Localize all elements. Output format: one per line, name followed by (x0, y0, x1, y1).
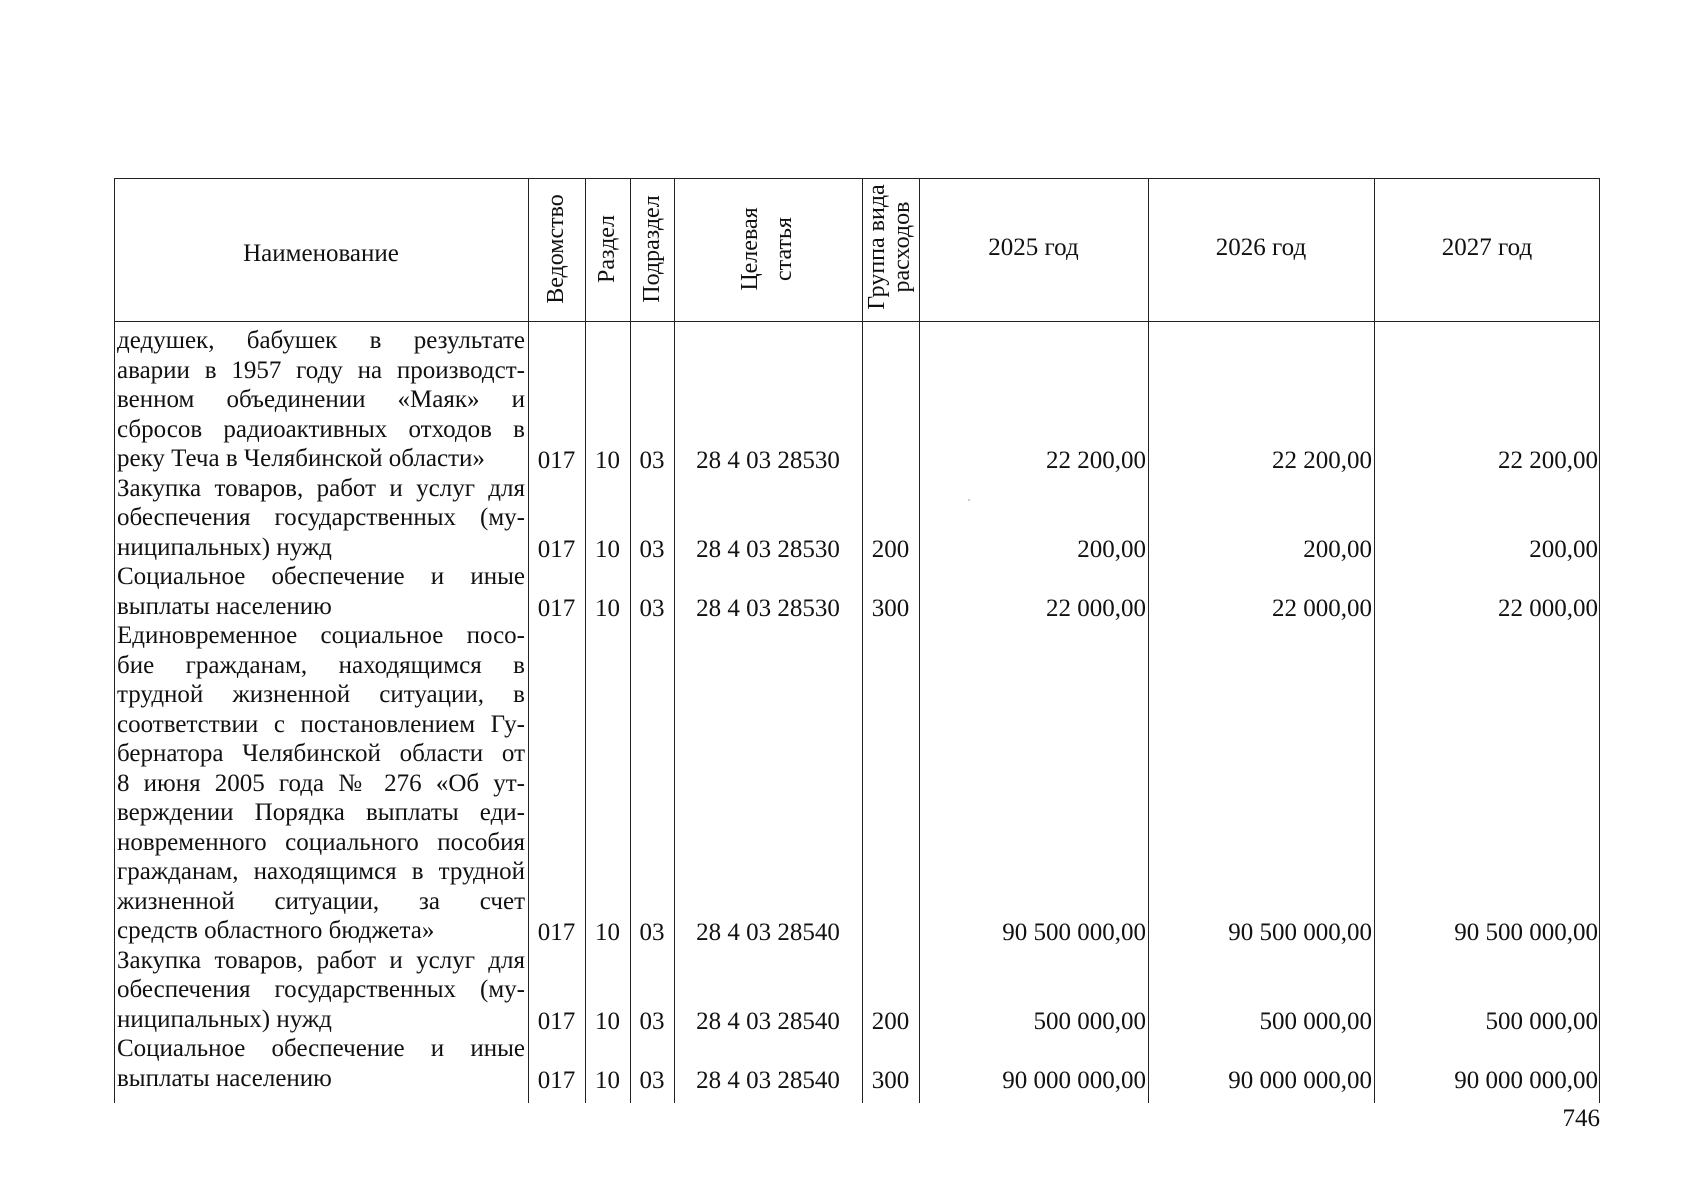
header-target (674, 178, 862, 321)
row-name-line: трудной жизненной ситуации, в (117, 681, 525, 708)
row-name-line: обеспечения государственных (му- (117, 504, 525, 531)
row-name-line: венном объединении «Маяк» и (117, 386, 525, 413)
header-bottom-border (114, 321, 1600, 322)
header-dept: Ведомство (543, 194, 569, 304)
budget-table (114, 178, 1600, 1103)
row-name-line: верждении Порядка выплаты еди- (117, 799, 525, 826)
cell-section: 10 (595, 919, 620, 946)
cell-subsection: 03 (639, 447, 665, 474)
row-name-line: бернатора Челябинской области от (117, 740, 525, 767)
row-name (117, 1034, 525, 1093)
cell-section: 10 (595, 535, 620, 563)
header-subsection: Подраздел (639, 195, 665, 303)
row-name-line: гражданам, находящимся в трудной (117, 858, 525, 885)
header-2027: 2027 год (1441, 234, 1533, 261)
row-name (117, 621, 525, 946)
cell-v2026: 22 000,00 (1272, 594, 1372, 622)
row-name (117, 946, 525, 1035)
cell-section: 10 (595, 447, 620, 474)
row-name-line: ниципальных) нужд (117, 1005, 332, 1033)
cell-target: 28 4 03 28540 (696, 919, 840, 946)
header-target-line1: Целевая (737, 207, 763, 291)
cell-group: 300 (871, 594, 910, 622)
cell-section: 10 (595, 1066, 620, 1094)
row-name-line: Закупка товаров, работ и услуг для (117, 946, 525, 974)
row-name-line: новременного социального пособия (117, 828, 525, 856)
header-2025: 2025 год (988, 234, 1079, 261)
cell-subsection: 03 (639, 919, 665, 946)
cell-v2025: 90 500 000,00 (1002, 919, 1146, 946)
cell-v2025: 22 000,00 (1046, 594, 1146, 622)
row-name-line: Единовременное социальное посо- (117, 622, 525, 649)
cell-v2026: 22 200,00 (1272, 447, 1372, 474)
cell-subsection: 03 (639, 594, 665, 622)
cell-v2026: 500 000,00 (1259, 1007, 1372, 1035)
row-name-line: Закупка товаров, работ и услуг для (117, 474, 525, 502)
row-name-line: обеспечения государственных (му- (117, 976, 525, 1003)
row-name-line: соответствии с постановлением Гу- (117, 710, 525, 738)
cell-v2025: 500 000,00 (1033, 1007, 1146, 1035)
row-name-line: дедушек, бабушек в результате (117, 327, 525, 354)
header-group-line1: Группа вида (864, 184, 890, 310)
cell-target: 28 4 03 28540 (696, 1007, 840, 1035)
cell-v2027: 90 000 000,00 (1454, 1066, 1598, 1094)
row-name-line: реку Теча в Челябинской области» (117, 445, 485, 472)
grid-line (1148, 178, 1149, 1103)
grid-line (1374, 178, 1375, 1103)
cell-v2025: 90 000 000,00 (1002, 1066, 1146, 1094)
cell-v2027: 22 200,00 (1498, 447, 1598, 474)
cell-v2026: 90 000 000,00 (1228, 1066, 1372, 1094)
row-name (117, 326, 525, 474)
cell-dept: 017 (537, 535, 576, 563)
cell-dept: 017 (537, 447, 576, 474)
row-name-line: сбросов радиоактивных отходов в (117, 415, 525, 443)
cell-v2026: 200,00 (1303, 535, 1372, 563)
cell-v2027: 200,00 (1529, 535, 1598, 563)
scan-speck (968, 499, 970, 501)
header-section: Раздел (594, 215, 620, 283)
grid-line (919, 178, 920, 1103)
grid-line (1599, 178, 1600, 1103)
row-name-line: ниципальных) нужд (117, 533, 332, 561)
header-group (862, 178, 919, 321)
cell-dept: 017 (537, 1066, 576, 1094)
cell-dept: 017 (537, 1007, 576, 1035)
grid-line (528, 178, 529, 1103)
cell-target: 28 4 03 28540 (696, 1066, 840, 1094)
cell-subsection: 03 (639, 1066, 665, 1094)
cell-v2025: 200,00 (1077, 535, 1146, 563)
cell-v2027: 22 000,00 (1498, 594, 1598, 622)
cell-section: 10 (595, 1007, 620, 1035)
row-name-line: бие гражданам, находящимся в (117, 651, 525, 679)
cell-dept: 017 (537, 594, 576, 622)
row-name-line: средств областного бюджета» (117, 917, 435, 944)
row-name-line: Социальное обеспечение и иные (117, 563, 525, 590)
grid-line (630, 178, 631, 1103)
header-name: Наименование (243, 240, 399, 267)
cell-v2025: 22 200,00 (1046, 447, 1146, 474)
cell-target: 28 4 03 28530 (696, 535, 840, 563)
cell-dept: 017 (537, 919, 576, 946)
cell-v2027: 500 000,00 (1485, 1007, 1598, 1035)
row-name-line: выплаты населению (117, 1064, 332, 1092)
row-name-line: аварии в 1957 году на производст- (117, 356, 525, 384)
row-name-line: выплаты населению (117, 592, 332, 620)
cell-v2026: 90 500 000,00 (1228, 919, 1372, 946)
grid-line (114, 178, 115, 1103)
cell-subsection: 03 (639, 1007, 665, 1035)
cell-group: 200 (871, 535, 910, 563)
header-group-line2: расходов (889, 201, 915, 293)
row-name-line: жизненной ситуации, за счет (117, 887, 525, 915)
page-number: 746 (1562, 1105, 1600, 1132)
row-name (117, 562, 525, 621)
cell-target: 28 4 03 28530 (696, 594, 840, 622)
cell-subsection: 03 (639, 535, 665, 563)
grid-line (585, 178, 586, 1103)
row-name (117, 474, 525, 563)
header-target-line2: статья (771, 217, 797, 281)
cell-v2027: 90 500 000,00 (1454, 919, 1598, 946)
cell-target: 28 4 03 28530 (696, 447, 840, 474)
cell-group: 200 (871, 1007, 910, 1035)
row-name-line: Социальное обеспечение и иные (117, 1035, 525, 1062)
header-2026: 2026 год (1215, 234, 1307, 261)
row-name-line: 8 июня 2005 года № 276 «Об ут- (117, 769, 525, 797)
cell-group: 300 (871, 1066, 910, 1094)
cell-section: 10 (595, 594, 620, 622)
